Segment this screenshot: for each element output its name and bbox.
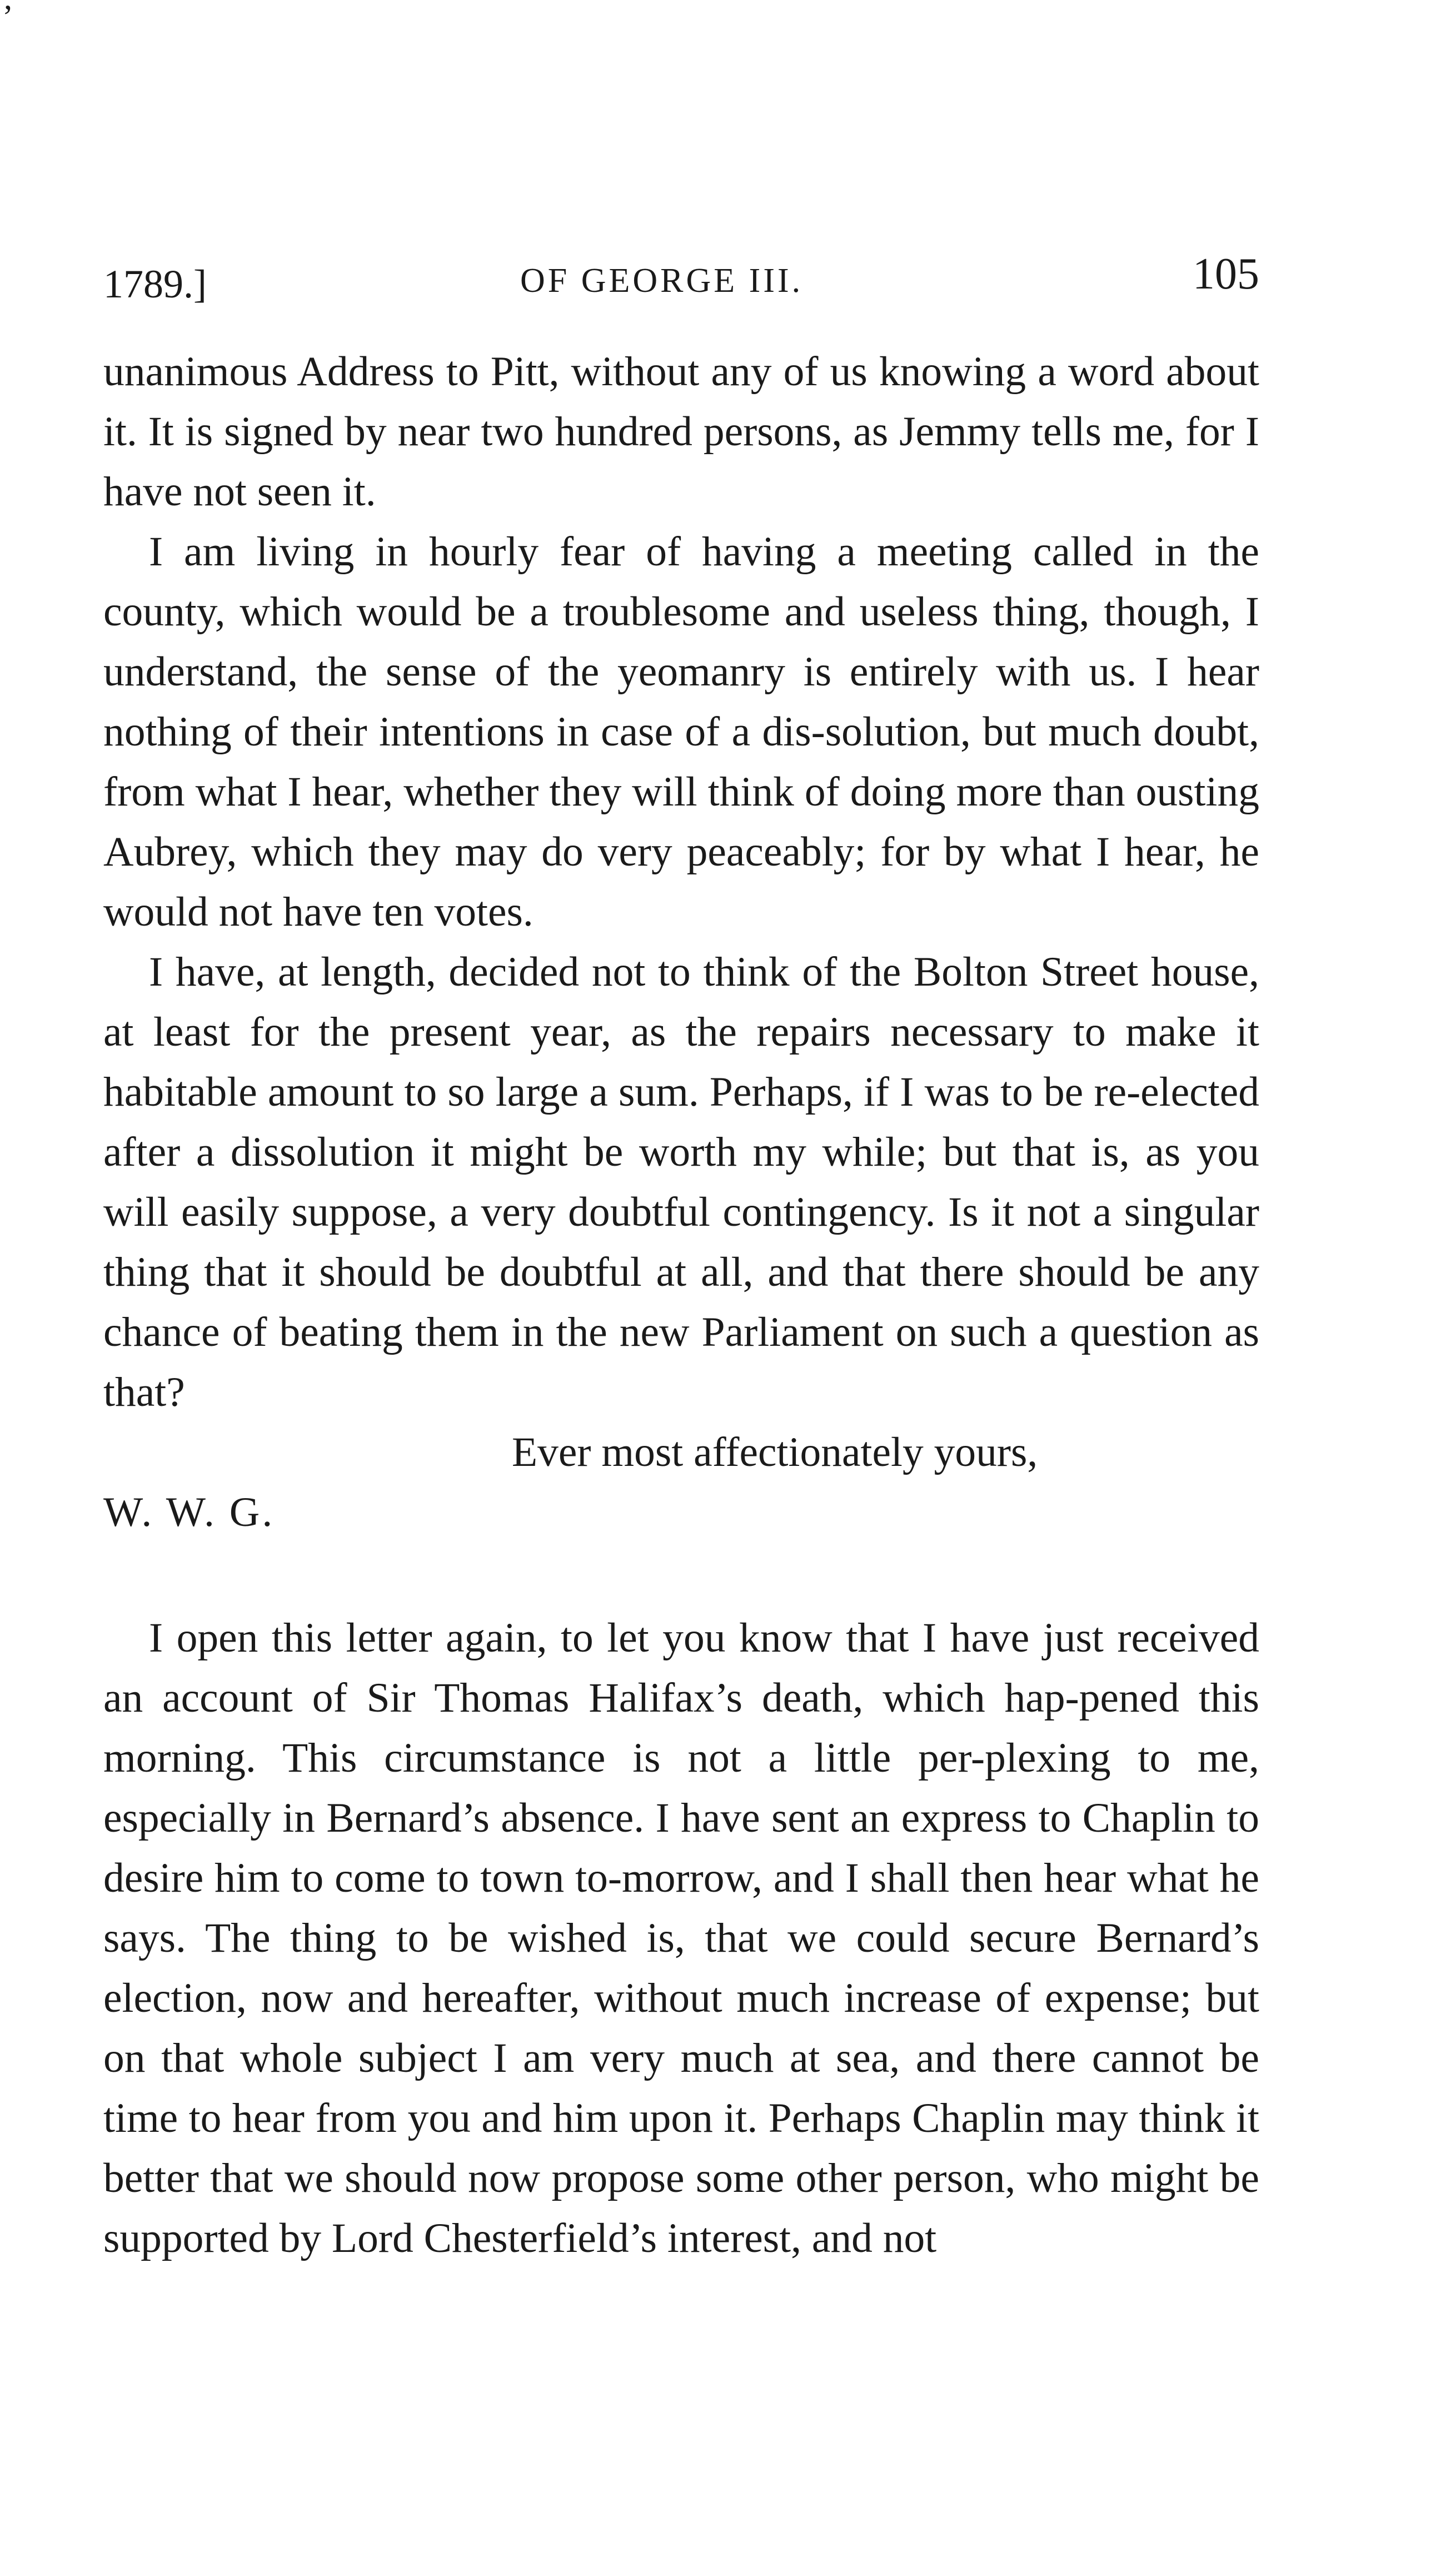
paragraph-3: I have, at length, decided not to think of the Bolton Street house, at least for the present year, as the repairs necessary to make it habitable amount to so large a sum. Perhaps, if I was to be re-elected after a dissolution it might be worth my while; but that is, as you will easily suppose, a very doubtful contingency. Is it not a singular thing that it should be doubtful at all, and that there should be any chance of beating them in the new Parliament on such a question as that? — [103, 949, 1259, 1415]
page-number: 105 — [1193, 250, 1259, 299]
paragraph-2: I am living in hourly fear of having a meeting called in the county, which would be a troublesome and useless thing, though, I understand, the sense of the yeomanry is entirely with us. I hear nothing of their intentions in case of a dis-solution, but much doubt, from what I hear, whether they will think of doing more than ousting Aubrey, which they may do very peaceably; for by what I hear, he would not have ten votes. — [103, 529, 1259, 935]
closing-line: Ever most affectionately yours, — [512, 1429, 1038, 1475]
corner-mark: ’ — [2, 0, 13, 35]
signature: W. W. G. — [103, 1489, 275, 1535]
letter-body — [103, 342, 1259, 2269]
running-title: OF GEORGE III. — [520, 262, 804, 300]
header-year: 1789.] — [103, 262, 207, 306]
paragraph-1: unanimous Address to Pitt, without any of us knowing a word about it. It is signed by near two hundred persons, as Jemmy tells me, for I have not seen it. — [103, 349, 1259, 515]
section-gap — [103, 1543, 1259, 1608]
postscript-paragraph: I open this letter again, to let you know that I have just received an account of Sir Thomas Halifax’s death, which hap-pened this morning. This circumstance is not a little per-plexing to me, especially in Bernard’s absence. I have sent an express to Chaplin to desire him to come to town to-morrow, and I shall then hear what he says. The thing to be wished is, that we could secure Bernard’s election, now and hereafter, without much increase of expense; but on that whole subject I am very much at sea, and there cannot be time to hear from you and him upon it. Perhaps Chaplin may think it better that we should now propose some other person, who might be supported by Lord Chesterfield’s interest, and not — [103, 1615, 1259, 2261]
page-header — [103, 249, 1259, 316]
